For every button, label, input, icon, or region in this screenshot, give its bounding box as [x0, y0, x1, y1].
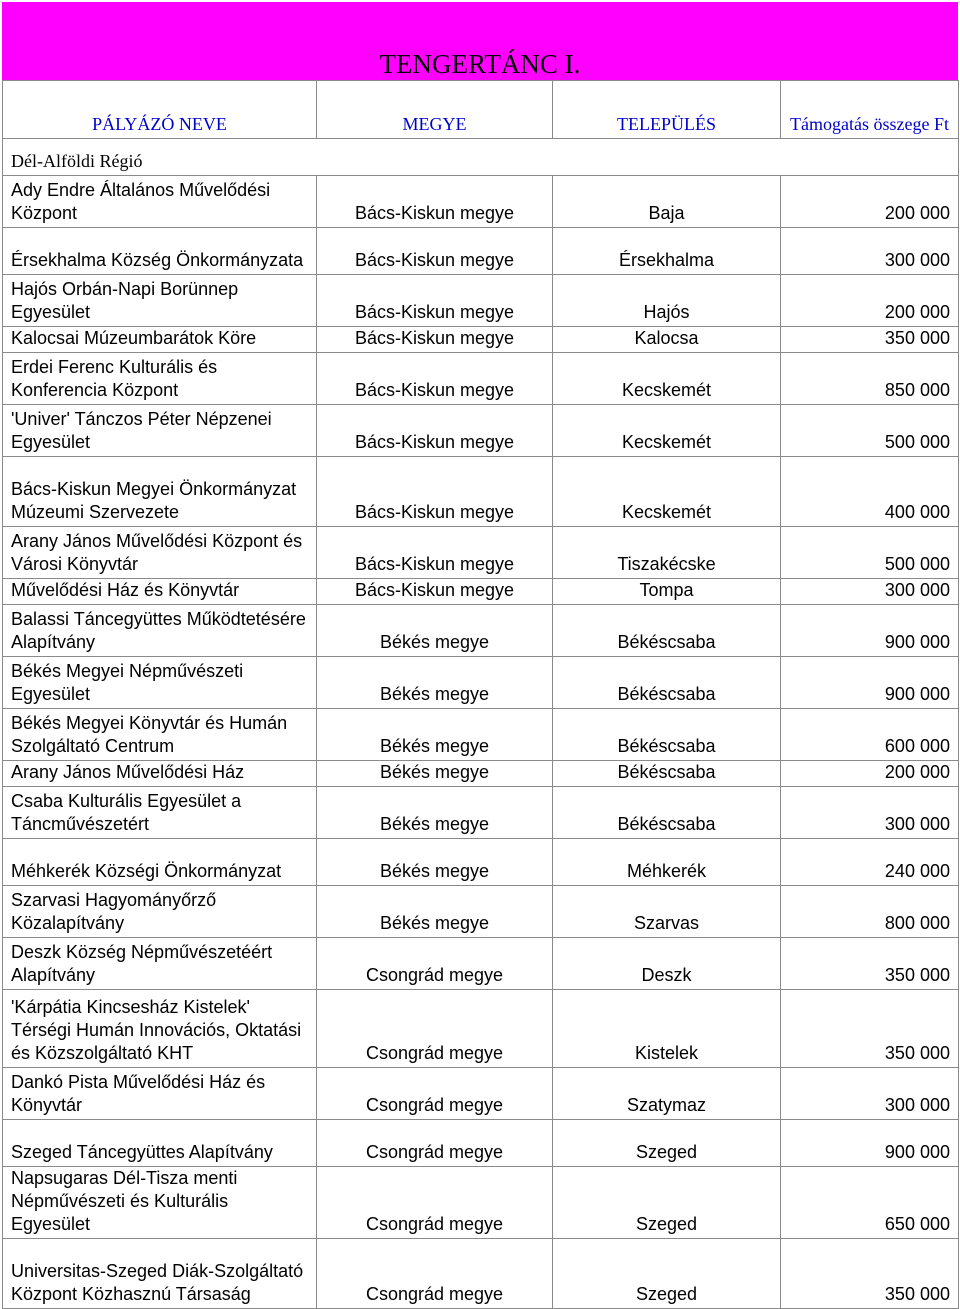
amount-cell: 200 000 — [781, 275, 959, 327]
applicant-name-cell: Békés Megyei Könyvtár és Humán Szolgáltató Centrum — [3, 709, 317, 761]
town-cell: Békéscsaba — [553, 709, 781, 761]
title-banner — [2, 2, 958, 81]
table-row — [3, 1239, 959, 1309]
applicant-name-cell: Méhkerék Községi Önkormányzat — [3, 839, 317, 886]
town-cell: Békéscsaba — [553, 657, 781, 709]
town-cell: Békéscsaba — [553, 761, 781, 787]
amount-cell: 500 000 — [781, 405, 959, 457]
county-cell: Csongrád megye — [317, 1120, 553, 1167]
town-cell: Tompa — [553, 579, 781, 605]
amount-cell: 800 000 — [781, 886, 959, 938]
amount-cell: 350 000 — [781, 938, 959, 990]
county-cell: Bács-Kiskun megye — [317, 579, 553, 605]
county-cell: Bács-Kiskun megye — [317, 353, 553, 405]
table-row — [3, 176, 959, 228]
amount-cell: 400 000 — [781, 457, 959, 527]
applicant-name-cell: Balassi Táncegyüttes Működtetésére Alapítvány — [3, 605, 317, 657]
county-cell: Csongrád megye — [317, 1068, 553, 1120]
town-cell: Deszk — [553, 938, 781, 990]
table-row — [3, 761, 959, 787]
amount-cell: 850 000 — [781, 353, 959, 405]
town-cell: Hajós — [553, 275, 781, 327]
county-cell: Békés megye — [317, 709, 553, 761]
amount-cell: 900 000 — [781, 657, 959, 709]
table-row — [3, 787, 959, 839]
amount-cell: 300 000 — [781, 1068, 959, 1120]
applicant-name-cell: Művelődési Ház és Könyvtár — [3, 579, 317, 605]
amount-cell: 200 000 — [781, 761, 959, 787]
county-cell: Csongrád megye — [317, 1167, 553, 1239]
town-cell: Kistelek — [553, 990, 781, 1068]
county-cell: Bács-Kiskun megye — [317, 176, 553, 228]
header-amount: Támogatás összege Ft — [781, 81, 959, 139]
header-name: PÁLYÁZÓ NEVE — [3, 81, 317, 139]
table-row — [3, 457, 959, 527]
applicant-name-cell: Csaba Kulturális Egyesület a Táncművészetért — [3, 787, 317, 839]
county-cell: Bács-Kiskun megye — [317, 228, 553, 275]
table-row — [3, 275, 959, 327]
table-row — [3, 1120, 959, 1167]
applicant-name-cell: Szarvasi Hagyományőrző Közalapítvány — [3, 886, 317, 938]
amount-cell: 650 000 — [781, 1167, 959, 1239]
applicant-name-cell: Erdei Ferenc Kulturális és Konferencia Központ — [3, 353, 317, 405]
county-cell: Bács-Kiskun megye — [317, 405, 553, 457]
town-cell: Méhkerék — [553, 839, 781, 886]
table-row — [3, 228, 959, 275]
amount-cell: 600 000 — [781, 709, 959, 761]
county-cell: Csongrád megye — [317, 1239, 553, 1309]
applicant-name-cell: Bács-Kiskun Megyei Önkormányzat Múzeumi Szervezete — [3, 457, 317, 527]
county-cell: Bács-Kiskun megye — [317, 275, 553, 327]
table-row — [3, 1167, 959, 1239]
header-town: TELEPÜLÉS — [553, 81, 781, 139]
county-cell: Békés megye — [317, 605, 553, 657]
header-row — [3, 81, 959, 139]
town-cell: Kalocsa — [553, 327, 781, 353]
table-row — [3, 657, 959, 709]
applicant-name-cell: Arany János Művelődési Központ és Városi Könyvtár — [3, 527, 317, 579]
amount-cell: 300 000 — [781, 228, 959, 275]
town-cell: Szarvas — [553, 886, 781, 938]
county-cell: Csongrád megye — [317, 938, 553, 990]
county-cell: Békés megye — [317, 657, 553, 709]
town-cell: Kecskemét — [553, 405, 781, 457]
applicant-name-cell: Ady Endre Általános Művelődési Központ — [3, 176, 317, 228]
table-row — [3, 579, 959, 605]
applicant-name-cell: Universitas-Szeged Diák-Szolgáltató Központ Közhasznú Társaság — [3, 1239, 317, 1309]
table-row — [3, 527, 959, 579]
region-row — [3, 139, 959, 176]
town-cell: Kecskemét — [553, 353, 781, 405]
table-row — [3, 990, 959, 1068]
applicant-name-cell: Hajós Orbán-Napi Borünnep Egyesület — [3, 275, 317, 327]
page-title: TENGERTÁNC I. — [379, 49, 581, 79]
table-row — [3, 938, 959, 990]
town-cell: Érsekhalma — [553, 228, 781, 275]
amount-cell: 900 000 — [781, 605, 959, 657]
county-cell: Bács-Kiskun megye — [317, 527, 553, 579]
table-row — [3, 605, 959, 657]
applicant-name-cell: Békés Megyei Népművészeti Egyesület — [3, 657, 317, 709]
applicant-name-cell: Szeged Táncegyüttes Alapítvány — [3, 1120, 317, 1167]
header-county: MEGYE — [317, 81, 553, 139]
table-row — [3, 353, 959, 405]
applicant-name-cell: Napsugaras Dél-Tisza menti Népművészeti és Kulturális Egyesület — [3, 1167, 317, 1239]
town-cell: Tiszakécske — [553, 527, 781, 579]
region-label: Dél-Alföldi Régió — [3, 139, 959, 176]
town-cell: Szeged — [553, 1167, 781, 1239]
applicant-name-cell: 'Univer' Tánczos Péter Népzenei Egyesület — [3, 405, 317, 457]
amount-cell: 240 000 — [781, 839, 959, 886]
table-row — [3, 1068, 959, 1120]
applicant-name-cell: 'Kárpátia Kincsesház Kistelek' Térségi Humán Innovációs, Oktatási és Közszolgáltató KHT — [3, 990, 317, 1068]
town-cell: Békéscsaba — [553, 787, 781, 839]
town-cell: Szeged — [553, 1239, 781, 1309]
table-row — [3, 886, 959, 938]
applicant-name-cell: Kalocsai Múzeumbarátok Köre — [3, 327, 317, 353]
county-cell: Békés megye — [317, 886, 553, 938]
amount-cell: 500 000 — [781, 527, 959, 579]
amount-cell: 900 000 — [781, 1120, 959, 1167]
town-cell: Békéscsaba — [553, 605, 781, 657]
county-cell: Csongrád megye — [317, 990, 553, 1068]
amount-cell: 300 000 — [781, 579, 959, 605]
town-cell: Kecskemét — [553, 457, 781, 527]
amount-cell: 350 000 — [781, 990, 959, 1068]
town-cell: Baja — [553, 176, 781, 228]
applicant-name-cell: Dankó Pista Művelődési Ház és Könyvtár — [3, 1068, 317, 1120]
table-row — [3, 327, 959, 353]
applicant-name-cell: Arany János Művelődési Ház — [3, 761, 317, 787]
table-row — [3, 405, 959, 457]
table-row — [3, 709, 959, 761]
amount-cell: 200 000 — [781, 176, 959, 228]
applicant-name-cell: Deszk Község Népművészetéért Alapítvány — [3, 938, 317, 990]
county-cell: Békés megye — [317, 839, 553, 886]
table-row — [3, 839, 959, 886]
grant-table — [2, 80, 959, 1309]
county-cell: Békés megye — [317, 787, 553, 839]
applicant-name-cell: Érsekhalma Község Önkormányzata — [3, 228, 317, 275]
town-cell: Szeged — [553, 1120, 781, 1167]
county-cell: Bács-Kiskun megye — [317, 457, 553, 527]
county-cell: Békés megye — [317, 761, 553, 787]
amount-cell: 350 000 — [781, 1239, 959, 1309]
town-cell: Szatymaz — [553, 1068, 781, 1120]
county-cell: Bács-Kiskun megye — [317, 327, 553, 353]
amount-cell: 350 000 — [781, 327, 959, 353]
amount-cell: 300 000 — [781, 787, 959, 839]
